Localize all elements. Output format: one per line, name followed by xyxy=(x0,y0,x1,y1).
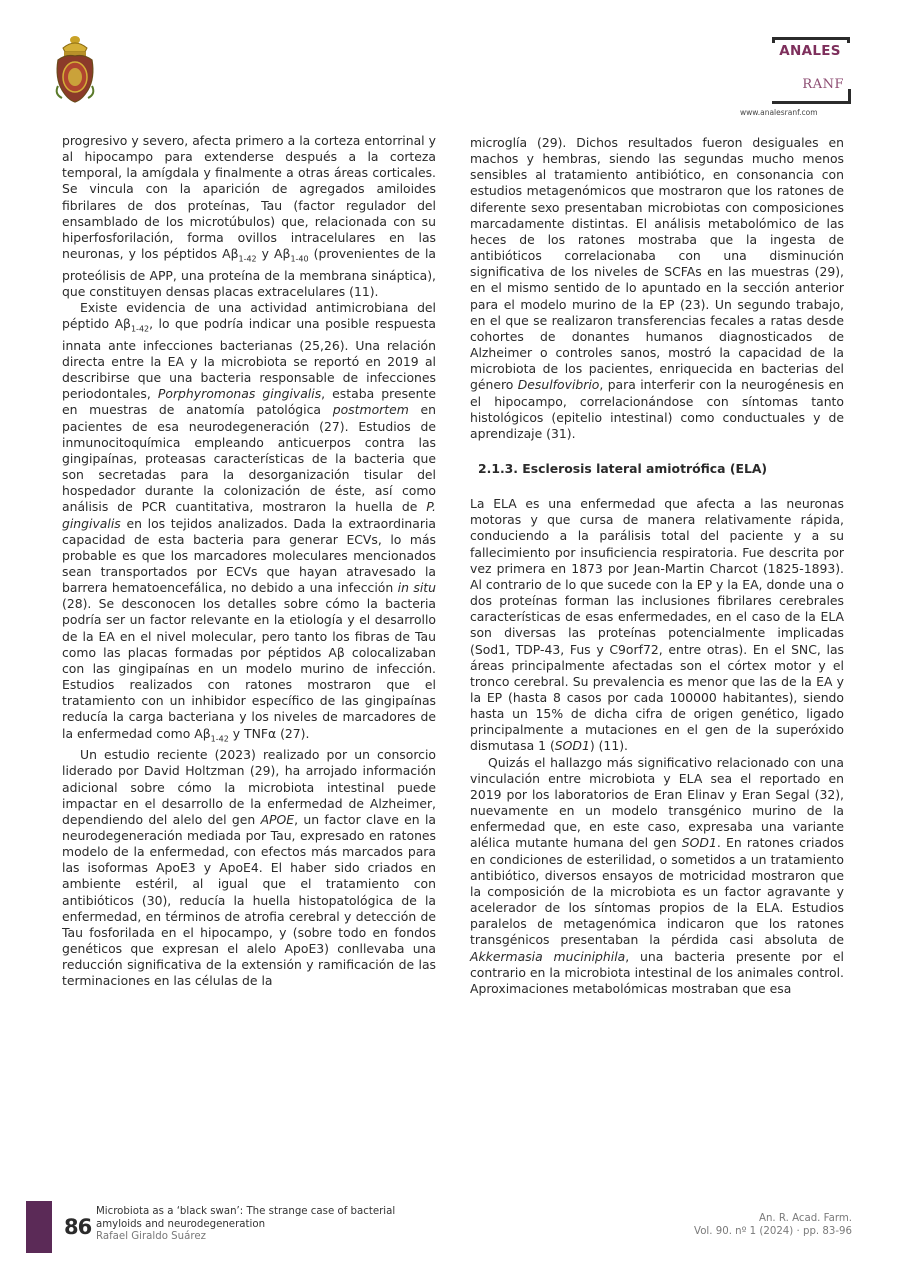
footer-journal-citation xyxy=(694,1212,852,1238)
paragraph: progresivo y severo, afecta primero a la corteza entorrinal y al hipocampo para extenderse después a la corteza temporal, la amígdala y finalmente a otras áreas corticales. Se vincula con la aparición de agregados amiloides fibrilares de dos proteínas, Tau (factor regulador del ensamblado de los microtúbulos) que, relacionada con su hiperfosforilación, forma ovillos intracelulares en las neuronas, y los péptidos $A\beta_{1-42}$ y $A\beta_{1-40}$ (provenientes de la proteólisis de APP, una proteína de la membrana sináptica), que constituyen densas placas extracelulares (11). xyxy=(62,133,437,299)
page-number: 86 xyxy=(64,1215,92,1239)
logo-ranf-text: RANF xyxy=(802,77,844,92)
footer-accent-bar xyxy=(26,1201,52,1253)
footer-article-info xyxy=(96,1206,456,1244)
paragraph: La ELA es una enfermedad que afecta a las neuronas motoras y que cursa de manera relativamente rápida, conduciendo a la parálisis total del paciente y a su fallecimiento por insuficiencia respiratoria. Fue descrita por vez primera en 1873 por Jean-Martin Charcot (1825-1893). Al contrario de lo que sucede con la EP y la EA, donde una o dos proteínas forman las inclusiones fibrilares cerebrales características de esas enfermedades, en el caso de la ELA son diversas las proteínas potencialmente implicadas (Sod1, TDP-43, Fus y C9orf72, entre otras). En el SNC, las áreas principalmente afectadas son el córtex motor y el tronco cerebral. Su prevalencia es menor que las de la EA y la EP (hasta 8 casos por cada 100000 habitantes), siendo hasta un 15% de dicha cifra de origen genético, ligado principalmente a mutaciones en el gen de la superóxido dismutasa 1 (SOD1) (11). xyxy=(470,496,844,754)
footer-article-title-line2: amyloids and neurodegeneration xyxy=(96,1218,266,1230)
website-link[interactable]: www.analesranf.com xyxy=(740,108,818,117)
paragraph: Quizás el hallazgo más significativo relacionado con una vinculación entre microbiota y ELA sea el reportado en 2019 por los laboratorios de Eran Elinav y Eran Segal (32), nuevamente en un modelo transgénico murino de la enfermedad que, en este caso, expresaba una variante alélica mutante humana del gen SOD1. En ratones criados en condiciones de esterilidad, o sometidos a un tratamiento antibiótico, diversos ensayos de motricidad mostraron que la composición de la microbiota es un factor agravante y acelerador de los síntomas propios de la ELA. Estudios paralelos de metagenómica indicaron que los ratones transgénicos presentaban la pérdida casi absoluta de Akkermasia muciniphila, una bacteria presente por el contrario en la microbiota intestinal de los animales control. Aproximaciones metabolómicas mostraban que esa xyxy=(470,754,844,996)
left-column xyxy=(62,133,436,990)
footer-journal-volume: Vol. 90. nº 1 (2024) · pp. 83-96 xyxy=(694,1226,852,1237)
paragraph: Existe evidencia de una actividad antimicrobiana del péptido $A\beta_{1-42}$, lo que podría indicar una posible respuesta innata ante infecciones bacterianas (25,26). Una relación directa entre la EA y la microbiota se reportó en 2019 al describirse que una bacteria responsable de infecciones periodontales, Porphyromonas gingivalis, estaba presente en muestras de anatomía patológica postmortem en pacientes de esa neurodegeneración (27). Estudios de inmunocitoquímica empleando anticuerpos contra las gingipaínas, proteasas características de la bacteria que son secretadas para la desorganización tisular del hospedador durante la colonización de éste, así como análisis de PCR cuantitativa, mostraron la huella de P. gingivalis en los tejidos analizados. Dada la extraordinaria capacidad de esta bacteria para generar ECVs, lo más probable es que los marcadores moleculares mencionados sean transportados por ECVs que hayan atravesado la barrera hematoencefálica, no debido a una infección in situ (28). Se desconocen los detalles sobre cómo la bacteria podría ser un factor relevante en la etiología y el desarrollo de la EA en el nivel molecular, pero tanto los fibras de Tau como las placas formadas por péptidos Aβ colocalizaban con las gingipaínas en un modelo murino de infección. Estudios realizados con ratones mostraron que el tratamiento con un inhibidor específico de las gingipaínas reducía la carga bacteriana y los niveles de marcadores de la enfermedad como $A\beta_{1-42}$ y TNFα (27). xyxy=(62,300,437,744)
footer-author: Rafael Giraldo Suárez xyxy=(96,1231,206,1243)
right-column xyxy=(470,135,844,997)
journal-logo[interactable] xyxy=(770,37,852,107)
section-heading: 2.1.3. Esclerosis lateral amiotrófica (ELA) xyxy=(478,460,768,476)
footer-article-title-line1: Microbiota as a ‘black swan’: The strange case of bacterial xyxy=(96,1206,396,1217)
paragraph: microglía (29). Dichos resultados fueron desiguales en machos y hembras, siendo las segundas mucho menos sensibles al tratamiento antibiótico, en consonancia con estudios metagenómicos que mostraron que los ratones de diferente sexo presentaban microbiotas con composiciones marcadamente distintas. El análisis metabolómico de las heces de los ratones mostraba que la ingesta de antibióticos correlacionaba con una disminución significativa de los niveles de SCFAs en las muestras (29), en el mismo sentido de lo apuntado en la sección anterior para el modelo murino de la EP (23). Un segundo trabajo, en el que se realizaron transferencias fecales a ratas desde cohortes de donantes humanos diagnosticados de Alzheimer o controles sanos, mostró la capacidad de la microbiota de los pacientes, enriquecida en bacterias del género Desulfovibrio, para interferir con la neurogénesis en el hipocampo, correlacionándose con síntomas tanto histológicos (epitelio intestinal) como conductuales y de aprendizaje (31). xyxy=(470,135,844,441)
logo-anales-text: ANALES xyxy=(770,43,850,59)
academy-crest-logo xyxy=(52,34,98,104)
footer-journal-name: An. R. Acad. Farm. xyxy=(758,1213,852,1224)
logo-bracket-bottom xyxy=(772,89,851,104)
paragraph: Un estudio reciente (2023) realizado por un consorcio liderado por David Holtzman (29), ha arrojado información adicional sobre cómo la microbiota intestinal puede impactar en el desarrollo de la enfermedad de Alzheimer, dependiendo del alelo del gen APOE, un factor clave en la neurodegeneración mediada por Tau, expresado en ratones modelo de la enfermedad, con efectos más marcados para las isoformas ApoE3 y ApoE4. El haber sido criados en ambiente estéril, al igual que el tratamiento con antibióticos (30), reducía la huella histopatológica de la enfermedad, en términos de atrofia cerebral y detección de Tau fosforilada en el hipocampo, y (sobre todo en fondos genéticos que expresan el alelo ApoE3) conllevaba una reducción significativa de la extensión y ramificación de las terminaciones en las células de la xyxy=(62,747,436,989)
